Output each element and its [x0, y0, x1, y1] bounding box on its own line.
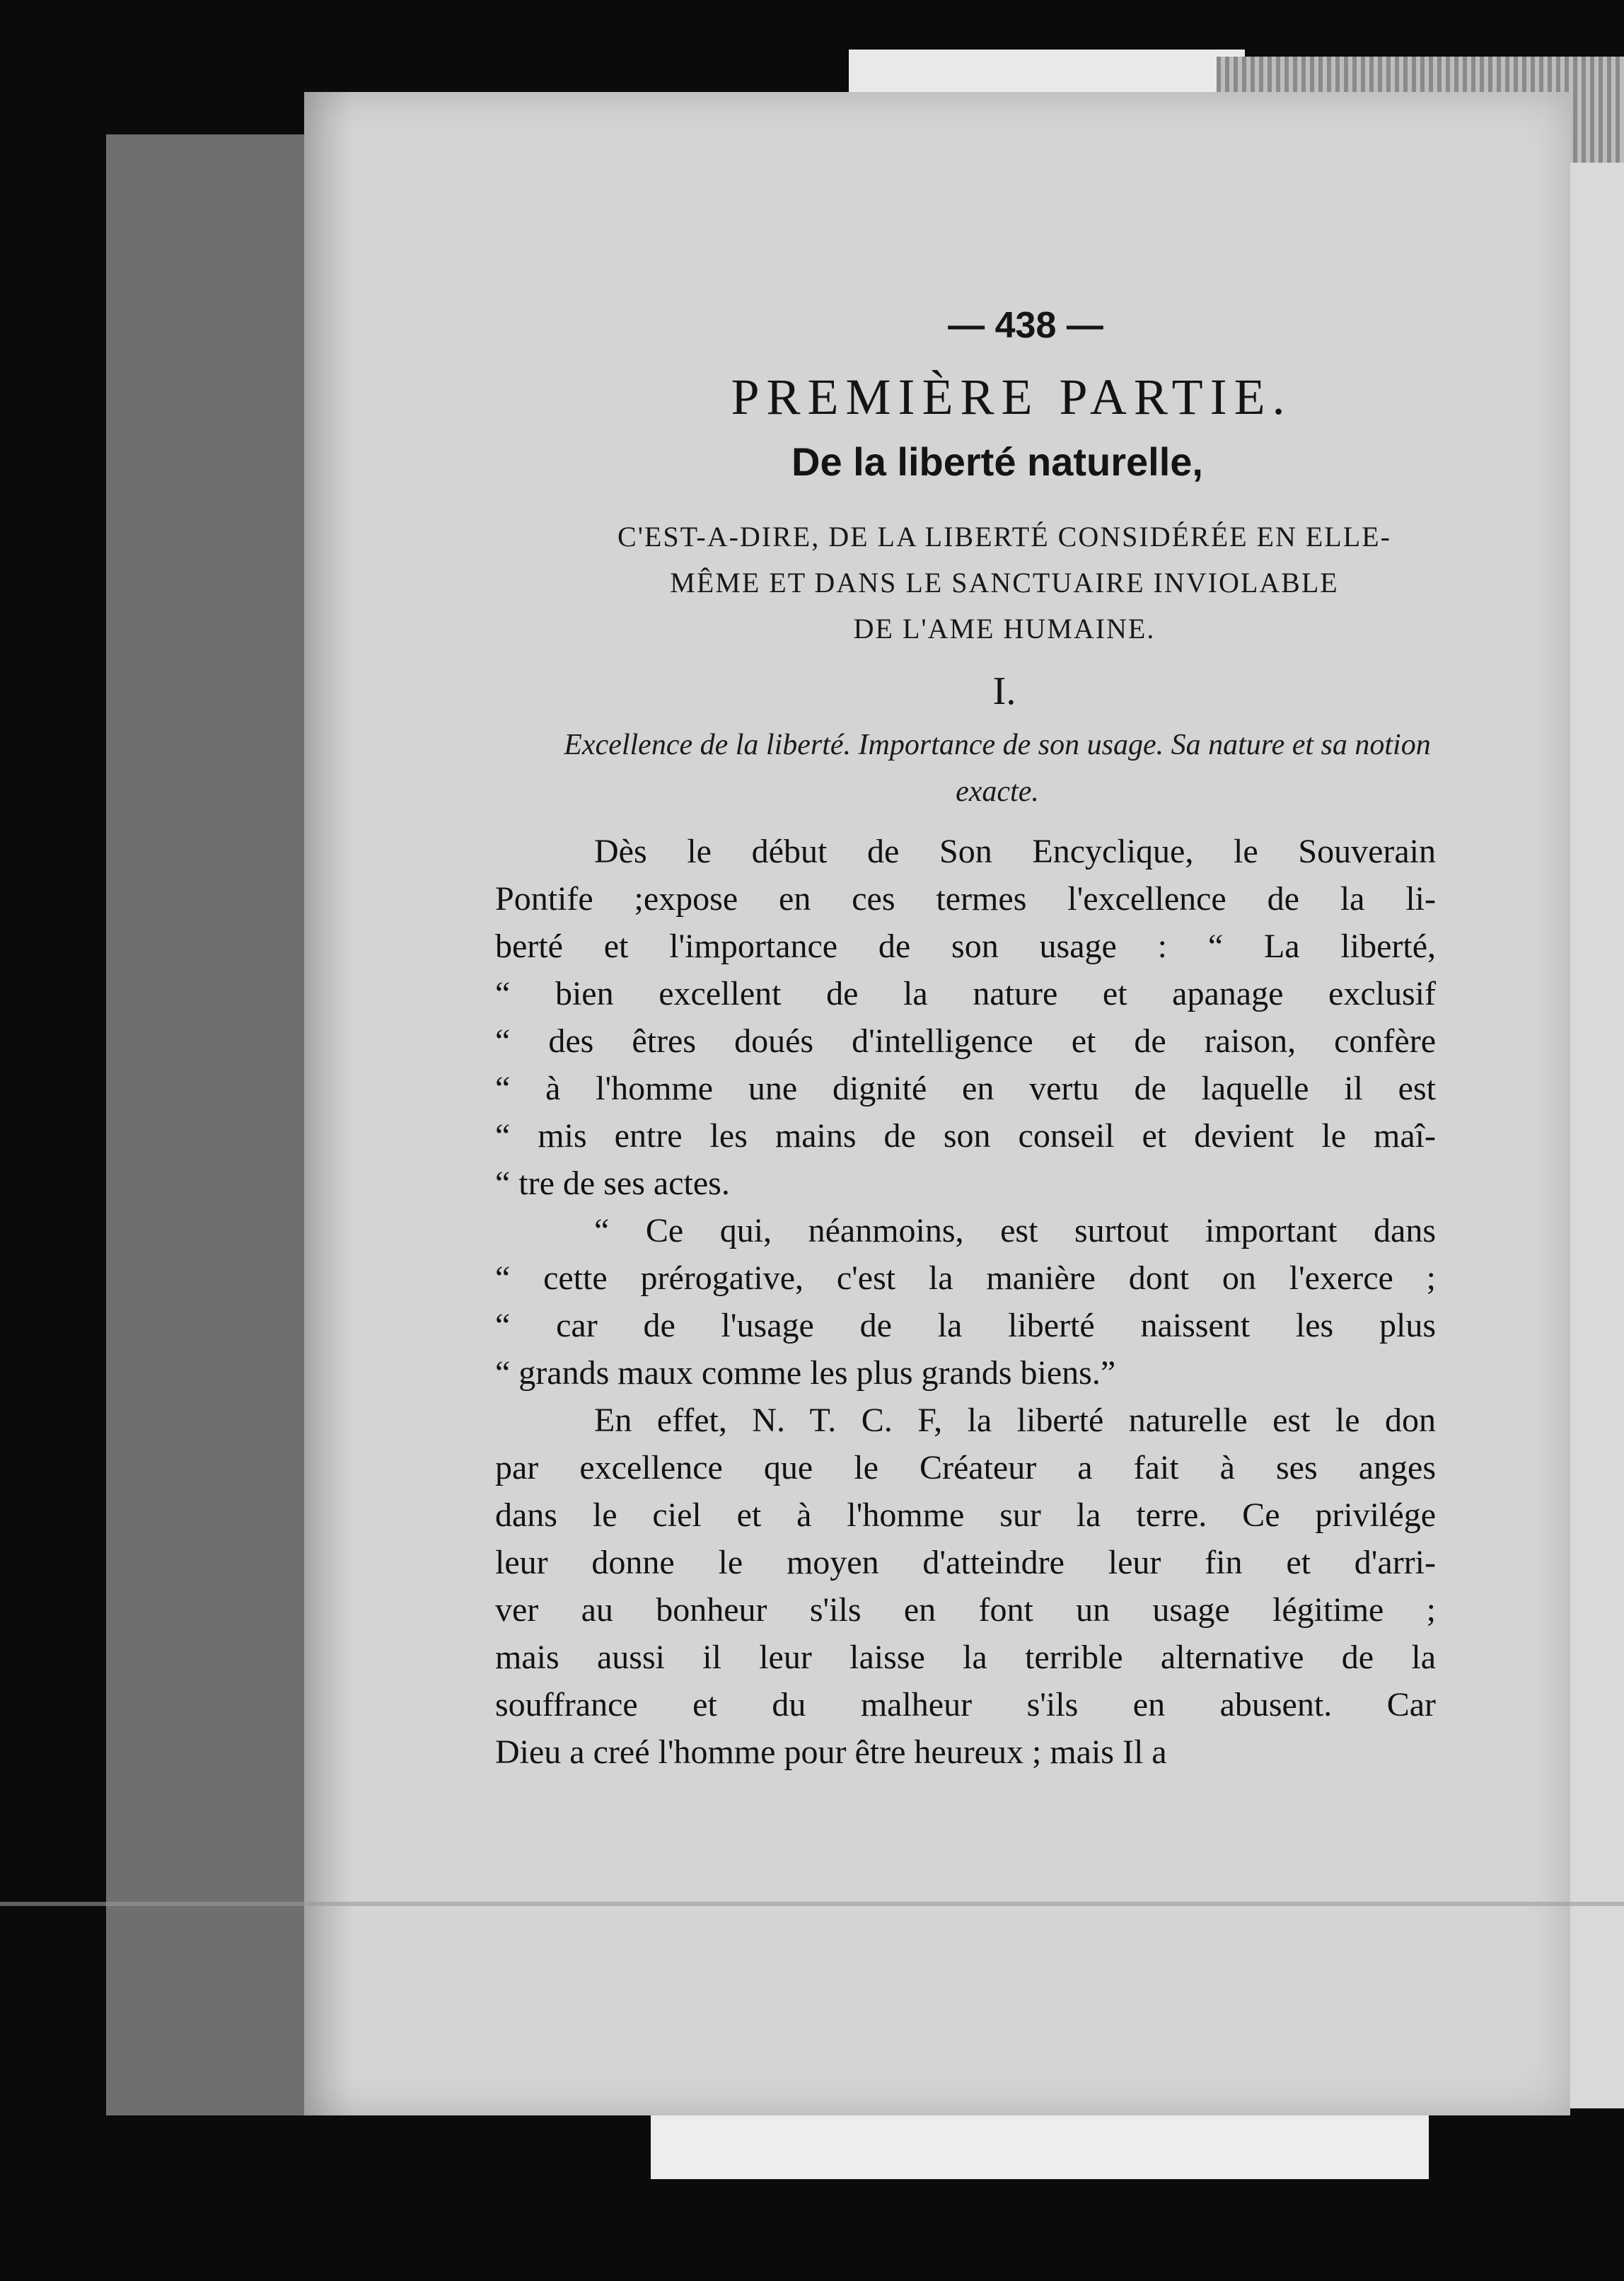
heading-line-3: DE L'AME HUMAINE. — [853, 613, 1156, 645]
text-line: Dès le début de Son Encyclique, le Souverain — [594, 833, 1436, 870]
text-line: “ tre de ses actes. — [495, 1165, 730, 1202]
text-line: mais aussi il leur laisse la terrible alternative de la — [495, 1639, 1436, 1676]
body-text — [495, 828, 1436, 1776]
text-line: Pontife ;expose en ces termes l'excellence de la li- — [495, 880, 1436, 918]
text-line: ver au bonheur s'ils en font un usage légitime ; — [495, 1591, 1436, 1629]
page-number: — 438 — — [948, 305, 1103, 346]
text-line: “ cette prérogative, c'est la manière dont on l'exerce ; — [495, 1259, 1436, 1297]
paragraph-2 — [495, 1207, 1436, 1397]
text-line: En effet, N. T. C. F, la liberté naturelle est le don — [594, 1402, 1436, 1439]
text-line: Dieu a creé l'homme pour être heureux ; mais Il a — [495, 1733, 1167, 1771]
paragraph-1 — [495, 828, 1436, 1207]
paragraph-3 — [495, 1397, 1436, 1776]
text-line: “ à l'homme une dignité en vertu de laquelle il est — [495, 1070, 1436, 1107]
scan-artifact-line — [0, 1902, 1624, 1906]
text-line: dans le ciel et à l'homme sur la terre. Ce privilége — [495, 1496, 1436, 1534]
text-line: “ mis entre les mains de son conseil et devient le maî- — [495, 1117, 1436, 1155]
heading-line-2: MÊME ET DANS LE SANCTUAIRE INVIOLABLE — [670, 567, 1339, 599]
text-line: “ car de l'usage de la liberté naissent les plus — [495, 1307, 1436, 1344]
subtitle: De la liberté naturelle, — [791, 439, 1203, 484]
text-line: “ Ce qui, néanmoins, est surtout important dans — [594, 1212, 1436, 1249]
part-title: PREMIÈRE PARTIE. — [731, 369, 1292, 425]
text-line: “ des êtres doués d'intelligence et de raison, confère — [495, 1022, 1436, 1060]
text-line: “ bien excellent de la nature et apanage exclusif — [495, 975, 1436, 1012]
page-edge-shadow — [304, 92, 354, 2115]
text-line: leur donne le moyen d'atteindre leur fin et d'arri- — [495, 1544, 1436, 1581]
section-summary: Excellence de la liberté. Importance de son usage. Sa nature et sa notion exacte. — [564, 729, 1431, 808]
text-line: par excellence que le Créateur a fait à ses anges — [495, 1449, 1436, 1486]
heading-line-1: C'EST-A-DIRE, DE LA LIBERTÉ CONSIDÉRÉE EN ELLE- — [617, 521, 1391, 553]
text-line: souffrance et du malheur s'ils en abusent. Car — [495, 1686, 1436, 1723]
section-number: I. — [992, 669, 1016, 713]
text-line: berté et l'importance de son usage : “ La liberté, — [495, 928, 1436, 965]
text-line: “ grands maux comme les plus grands biens.” — [495, 1354, 1116, 1392]
